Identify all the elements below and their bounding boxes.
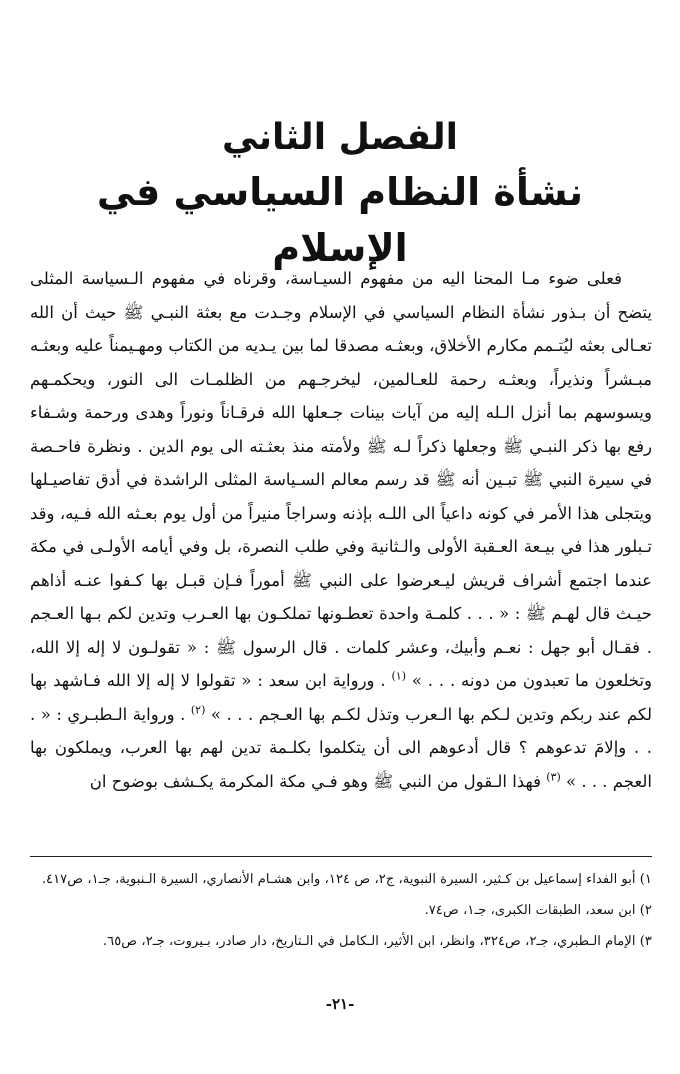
chapter-subtitle: نشأة النظام السياسي في الإسلام	[96, 170, 584, 270]
main-text	[30, 262, 652, 798]
footnote-divider	[30, 856, 652, 857]
page-number: -٢١-	[325, 995, 355, 1013]
footnote-ref-1: (١)	[391, 669, 406, 683]
footnote-item: ٣) الإمام الـطبري، جـ٢، ص٣٢٤، وانظر، ابن الأثير، الـكامل في الـتاريخ، دار صادر، بـيروت، جـ٢، ص٦٥.	[102, 934, 652, 949]
body-text-part-2: . ورواية ابن سعد : « تقولوا لا إله إلا الله فـاشهد بها لكم عند ربكم وتدين لـكم بها الـعرب وتذل لكـم بها العـجم . . . »	[30, 671, 652, 724]
footnote-ref-3: (٣)	[546, 770, 561, 783]
body-text-part-1: فعلى ضوء مـا المحنا اليه من مفهوم السيـاسة، وقرناه في مفهوم الـسياسة المثلى يتضح أن بـذور نشأة النظام السياسي في الإسلام وجـدت مع بعثة النبـي ﷺ حيث أن الله تعـالى بعثه ليُتـمم مكارم الأخلاق، وبعثـه مصدقا لما بين يـديه من الكتاب ومهـيمناً عليه وبعثـه مبـشراً ونذيراً، وبعثـه رحمة للعـالمين، ليخرجـهم من الظلمـات الى النور، ويحكمـهم ويسوسهم بما أنزل الـله إليه من آيات بينات جـعلها الله فرقـاناً ونوراً وهدى ورحمة وشـفاء رفع بها ذكر النبـي ﷺ وجعلها ذكراً لـه ﷺ ولأمته منذ بعثـته الى يوم الدين . ونظرة فاحـصة في سيرة النبي ﷺ تبـين أنه ﷺ قد رسم معالم السـياسة المثلى الراشدة في أدق تفاصيـلها ويتجلى هذا الأمر في كونه داعياً الى اللـه بإذنه وسراجاً منيراً من أول يوم بعـثه الله فـيه، وقد تـبلور هذا في بيـعة العـقبة الأولى والـثانية وفي طلب النصرة، بل وفي أيامه الأولـى في مكة عندما اجتمع أشراف قريش ليـعرضوا على النبي ﷺ أموراً فـإن قبـل بها كـفوا عنـه أذاهم حيـث قال لهـم ﷺ : « . . . كلمـة واحدة تعطـونها تملكـون بها العـرب وتدين لكم بـها العـجم . فقـال أبو جهل : نعـم وأبيك، وعشر كلمات . قال الرسول ﷺ : « تقولـون لا إله إلا الله، وتخلعون ما تعبدون من دونه . . . »	[30, 269, 653, 690]
chapter-title: الفصل الثاني	[222, 117, 458, 158]
footnote-ref-2: (٢)	[190, 703, 206, 716]
body-text-part-3: . ورواية الـطبـري : « . . . وإلامَ تدعوهم ؟ قال أدعوهم الى أن يتكلموا بكلـمة تدين لهم بها العرب، ويملكون بها العجم . . . »	[30, 704, 652, 791]
body-paragraph	[30, 262, 652, 798]
body-text-part-4: فهذا الـقول من النبي ﷺ وهو فـي مكة المكرمة يكـشف بوضوح ان	[89, 771, 547, 791]
footnotes-list	[30, 866, 652, 959]
footnote-item: ٢) ابن سعد، الطبقات الكبرى، جـ١، ص٧٤.	[424, 903, 652, 918]
footnote-item: ١) أبو الفداء إسماعيل بن كـثير، السيرة النبوية، ج٢، ص ١٢٤، وابن هشـام الأنصاري، السيرة الـنبوية، جـ١، ص٤١٧.	[41, 872, 652, 887]
chapter-heading	[40, 112, 640, 276]
